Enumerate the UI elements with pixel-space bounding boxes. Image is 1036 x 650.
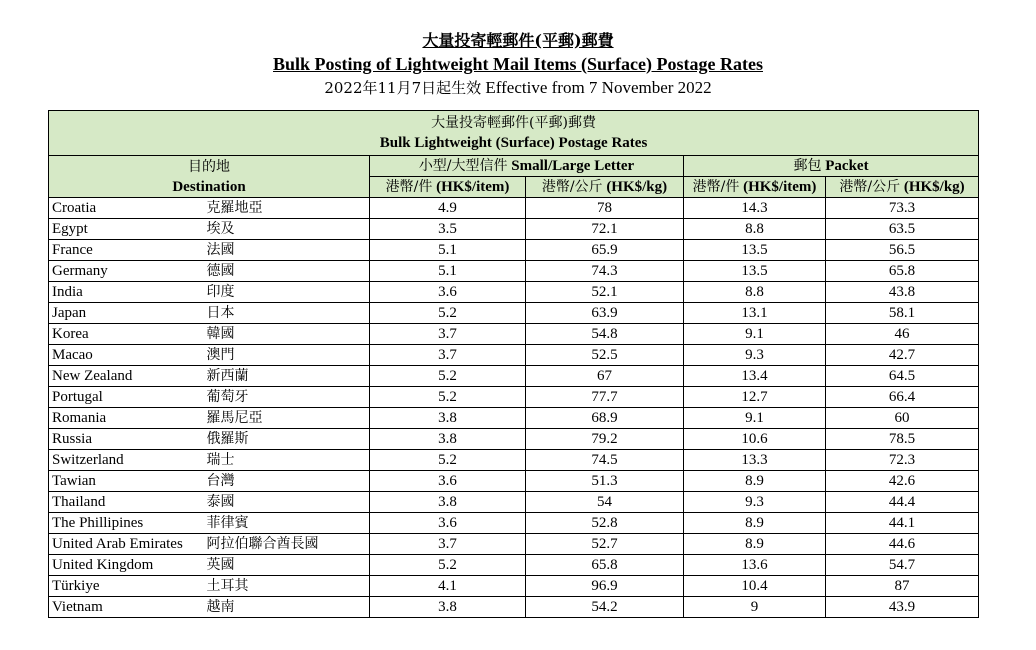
destination-chinese: 菲律賓 bbox=[204, 513, 370, 534]
destination-english: Romania bbox=[49, 408, 204, 429]
packet-rate-per-item: 8.8 bbox=[684, 219, 826, 240]
packet-rate-per-kg: 56.5 bbox=[826, 240, 979, 261]
destination-chinese: 羅馬尼亞 bbox=[204, 408, 370, 429]
table-title-row bbox=[49, 111, 979, 156]
letter-per-kg-header bbox=[526, 177, 684, 198]
table-row bbox=[49, 387, 979, 408]
effective-date-chinese: 2022年11月7日起生效 bbox=[324, 79, 482, 97]
table-row bbox=[49, 303, 979, 324]
destination-chinese: 新西蘭 bbox=[204, 366, 370, 387]
packet-per-kg-header bbox=[826, 177, 979, 198]
packet-rate-per-item: 9.3 bbox=[684, 345, 826, 366]
packet-rate-per-kg: 42.7 bbox=[826, 345, 979, 366]
letter-rate-per-item: 5.2 bbox=[370, 303, 526, 324]
destination-chinese: 德國 bbox=[204, 261, 370, 282]
packet-rate-per-kg: 46 bbox=[826, 324, 979, 345]
title-english: Bulk Posting of Lightweight Mail Items (Surface) Postage Rates bbox=[273, 54, 763, 74]
packet-group-header bbox=[684, 156, 979, 177]
packet-rate-per-kg: 78.5 bbox=[826, 429, 979, 450]
table-row bbox=[49, 513, 979, 534]
letter-rate-per-kg: 72.1 bbox=[526, 219, 684, 240]
packet-rate-per-item: 13.4 bbox=[684, 366, 826, 387]
rate-rows bbox=[49, 198, 979, 618]
letter-rate-per-kg: 68.9 bbox=[526, 408, 684, 429]
letter-rate-per-item: 3.6 bbox=[370, 513, 526, 534]
packet-rate-per-kg: 54.7 bbox=[826, 555, 979, 576]
group-header-row bbox=[49, 156, 979, 177]
letter-per-kg-english: (HK$/kg) bbox=[606, 179, 668, 195]
packet-rate-per-item: 9.3 bbox=[684, 492, 826, 513]
packet-per-item-english: (HK$/item) bbox=[743, 179, 817, 195]
packet-rate-per-item: 9.1 bbox=[684, 408, 826, 429]
packet-rate-per-kg: 60 bbox=[826, 408, 979, 429]
destination-chinese: 土耳其 bbox=[204, 576, 370, 597]
table-row bbox=[49, 429, 979, 450]
packet-rate-per-kg: 63.5 bbox=[826, 219, 979, 240]
table-row bbox=[49, 366, 979, 387]
packet-group-english: Packet bbox=[825, 158, 869, 174]
packet-rate-per-item: 8.9 bbox=[684, 513, 826, 534]
packet-rate-per-item: 9 bbox=[684, 597, 826, 618]
destination-chinese: 英國 bbox=[204, 555, 370, 576]
destination-chinese: 法國 bbox=[204, 240, 370, 261]
destination-english: Portugal bbox=[49, 387, 204, 408]
title-chinese: 大量投寄輕郵件(平郵)郵費 bbox=[422, 31, 614, 50]
letter-per-item-header bbox=[370, 177, 526, 198]
table-row bbox=[49, 534, 979, 555]
destination-chinese: 葡萄牙 bbox=[204, 387, 370, 408]
packet-per-item-chinese: 港幣/件 bbox=[692, 179, 740, 195]
destination-english: Macao bbox=[49, 345, 204, 366]
destination-chinese: 俄羅斯 bbox=[204, 429, 370, 450]
packet-per-kg-english: (HK$/kg) bbox=[903, 179, 965, 195]
destination-english: Russia bbox=[49, 429, 204, 450]
letter-per-kg-chinese: 港幣/公斤 bbox=[541, 179, 603, 195]
table-title-english: Bulk Lightweight (Surface) Postage Rates bbox=[379, 135, 648, 151]
table-row bbox=[49, 555, 979, 576]
table-row bbox=[49, 597, 979, 618]
destination-chinese: 瑞士 bbox=[204, 450, 370, 471]
letter-rate-per-kg: 65.9 bbox=[526, 240, 684, 261]
letter-rate-per-kg: 54.8 bbox=[526, 324, 684, 345]
table-row bbox=[49, 324, 979, 345]
packet-rate-per-kg: 44.4 bbox=[826, 492, 979, 513]
table-row bbox=[49, 240, 979, 261]
destination-english: Vietnam bbox=[49, 597, 204, 618]
destination-english: The Phillipines bbox=[49, 513, 204, 534]
letter-rate-per-item: 3.7 bbox=[370, 345, 526, 366]
destination-english: United Kingdom bbox=[49, 555, 204, 576]
table-row bbox=[49, 219, 979, 240]
letter-rate-per-kg: 74.5 bbox=[526, 450, 684, 471]
packet-rate-per-kg: 72.3 bbox=[826, 450, 979, 471]
document-header bbox=[0, 30, 1036, 100]
destination-english: Egypt bbox=[49, 219, 204, 240]
destination-english: India bbox=[49, 282, 204, 303]
table-row bbox=[49, 471, 979, 492]
table-title bbox=[49, 111, 979, 156]
packet-rate-per-kg: 43.9 bbox=[826, 597, 979, 618]
letter-rate-per-kg: 65.8 bbox=[526, 555, 684, 576]
letter-rate-per-item: 3.6 bbox=[370, 282, 526, 303]
letter-rate-per-item: 3.5 bbox=[370, 219, 526, 240]
table-row bbox=[49, 408, 979, 429]
destination-english: New Zealand bbox=[49, 366, 204, 387]
packet-group-chinese: 郵包 bbox=[793, 158, 822, 174]
letter-rate-per-kg: 67 bbox=[526, 366, 684, 387]
letter-rate-per-item: 3.8 bbox=[370, 597, 526, 618]
packet-rate-per-item: 14.3 bbox=[684, 198, 826, 219]
letter-rate-per-item: 3.7 bbox=[370, 534, 526, 555]
letter-rate-per-kg: 52.7 bbox=[526, 534, 684, 555]
letter-rate-per-item: 5.2 bbox=[370, 450, 526, 471]
letter-group-english: Small/Large Letter bbox=[511, 158, 635, 174]
postage-rates-table bbox=[48, 110, 979, 618]
destination-header bbox=[49, 156, 370, 198]
letter-group-header bbox=[370, 156, 684, 177]
letter-group-chinese: 小型/大型信件 bbox=[418, 158, 508, 174]
table-title-chinese: 大量投寄輕郵件(平郵)郵費 bbox=[431, 115, 596, 131]
letter-rate-per-item: 5.2 bbox=[370, 366, 526, 387]
letter-rate-per-item: 3.8 bbox=[370, 429, 526, 450]
destination-english: Switzerland bbox=[49, 450, 204, 471]
destination-english: Croatia bbox=[49, 198, 204, 219]
table-row bbox=[49, 450, 979, 471]
packet-per-kg-chinese: 港幣/公斤 bbox=[839, 179, 901, 195]
packet-rate-per-item: 12.7 bbox=[684, 387, 826, 408]
packet-rate-per-kg: 73.3 bbox=[826, 198, 979, 219]
destination-chinese: 台灣 bbox=[204, 471, 370, 492]
letter-rate-per-item: 3.7 bbox=[370, 324, 526, 345]
packet-rate-per-kg: 87 bbox=[826, 576, 979, 597]
packet-rate-per-item: 13.5 bbox=[684, 261, 826, 282]
letter-rate-per-item: 5.1 bbox=[370, 240, 526, 261]
destination-header-english: Destination bbox=[172, 178, 246, 195]
effective-date bbox=[0, 76, 1036, 100]
packet-rate-per-kg: 64.5 bbox=[826, 366, 979, 387]
packet-rate-per-kg: 44.6 bbox=[826, 534, 979, 555]
destination-english: Tawian bbox=[49, 471, 204, 492]
letter-rate-per-kg: 74.3 bbox=[526, 261, 684, 282]
letter-rate-per-item: 5.1 bbox=[370, 261, 526, 282]
letter-rate-per-item: 4.1 bbox=[370, 576, 526, 597]
letter-rate-per-kg: 79.2 bbox=[526, 429, 684, 450]
destination-english: United Arab Emirates bbox=[49, 534, 204, 555]
packet-rate-per-kg: 66.4 bbox=[826, 387, 979, 408]
table-row bbox=[49, 198, 979, 219]
packet-rate-per-kg: 44.1 bbox=[826, 513, 979, 534]
destination-chinese: 韓國 bbox=[204, 324, 370, 345]
letter-rate-per-item: 4.9 bbox=[370, 198, 526, 219]
table-row bbox=[49, 576, 979, 597]
letter-rate-per-kg: 63.9 bbox=[526, 303, 684, 324]
destination-chinese: 埃及 bbox=[204, 219, 370, 240]
packet-rate-per-item: 8.9 bbox=[684, 534, 826, 555]
destination-english: Japan bbox=[49, 303, 204, 324]
packet-rate-per-item: 10.6 bbox=[684, 429, 826, 450]
destination-chinese: 克羅地亞 bbox=[204, 198, 370, 219]
letter-rate-per-kg: 77.7 bbox=[526, 387, 684, 408]
table-row bbox=[49, 261, 979, 282]
destination-chinese: 越南 bbox=[204, 597, 370, 618]
letter-rate-per-item: 5.2 bbox=[370, 555, 526, 576]
destination-chinese: 阿拉伯聯合酋長國 bbox=[204, 534, 370, 555]
packet-rate-per-kg: 58.1 bbox=[826, 303, 979, 324]
packet-rate-per-item: 13.6 bbox=[684, 555, 826, 576]
packet-rate-per-item: 13.1 bbox=[684, 303, 826, 324]
destination-chinese: 泰國 bbox=[204, 492, 370, 513]
destination-english: Korea bbox=[49, 324, 204, 345]
effective-date-english: Effective from 7 November 2022 bbox=[485, 78, 712, 97]
letter-rate-per-kg: 96.9 bbox=[526, 576, 684, 597]
letter-rate-per-kg: 52.1 bbox=[526, 282, 684, 303]
letter-rate-per-item: 3.6 bbox=[370, 471, 526, 492]
packet-per-item-header bbox=[684, 177, 826, 198]
letter-rate-per-item: 3.8 bbox=[370, 408, 526, 429]
letter-rate-per-kg: 51.3 bbox=[526, 471, 684, 492]
destination-chinese: 日本 bbox=[204, 303, 370, 324]
packet-rate-per-kg: 42.6 bbox=[826, 471, 979, 492]
letter-per-item-chinese: 港幣/件 bbox=[385, 179, 433, 195]
destination-english: Germany bbox=[49, 261, 204, 282]
packet-rate-per-kg: 65.8 bbox=[826, 261, 979, 282]
letter-rate-per-kg: 54.2 bbox=[526, 597, 684, 618]
letter-rate-per-item: 3.8 bbox=[370, 492, 526, 513]
letter-rate-per-kg: 52.5 bbox=[526, 345, 684, 366]
letter-rate-per-item: 5.2 bbox=[370, 387, 526, 408]
packet-rate-per-item: 8.8 bbox=[684, 282, 826, 303]
packet-rate-per-item: 10.4 bbox=[684, 576, 826, 597]
letter-rate-per-kg: 78 bbox=[526, 198, 684, 219]
letter-rate-per-kg: 52.8 bbox=[526, 513, 684, 534]
destination-chinese: 印度 bbox=[204, 282, 370, 303]
destination-english: France bbox=[49, 240, 204, 261]
table-row bbox=[49, 492, 979, 513]
letter-rate-per-kg: 54 bbox=[526, 492, 684, 513]
destination-english: Thailand bbox=[49, 492, 204, 513]
packet-rate-per-item: 13.3 bbox=[684, 450, 826, 471]
table-row bbox=[49, 345, 979, 366]
packet-rate-per-kg: 43.8 bbox=[826, 282, 979, 303]
table-row bbox=[49, 282, 979, 303]
letter-per-item-english: (HK$/item) bbox=[436, 179, 510, 195]
packet-rate-per-item: 9.1 bbox=[684, 324, 826, 345]
destination-english: Türkiye bbox=[49, 576, 204, 597]
destination-header-chinese: 目的地 bbox=[188, 158, 230, 175]
destination-chinese: 澳門 bbox=[204, 345, 370, 366]
packet-rate-per-item: 8.9 bbox=[684, 471, 826, 492]
packet-rate-per-item: 13.5 bbox=[684, 240, 826, 261]
